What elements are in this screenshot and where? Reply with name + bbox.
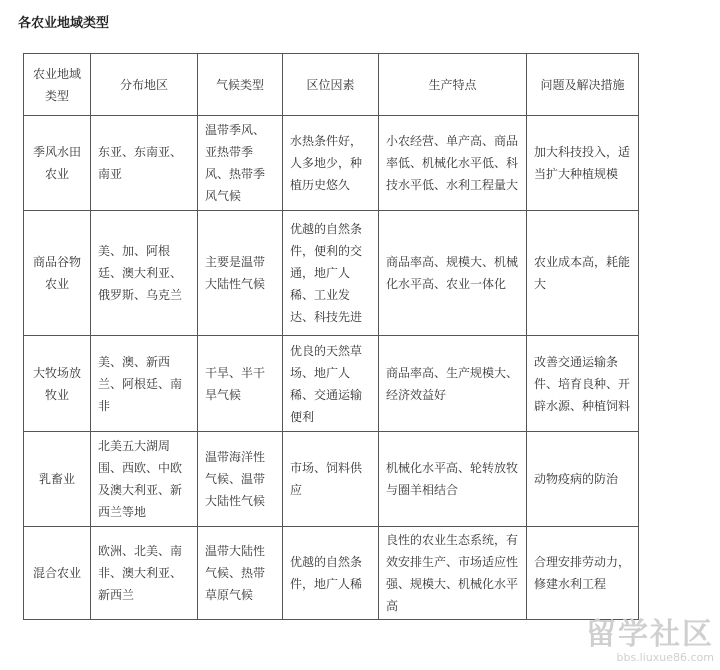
header-cell-solutions: 问题及解决措施	[527, 54, 639, 116]
cell-features: 良性的农业生态系统，有效安排生产、市场适应性强、规模大、机械化水平高	[379, 527, 527, 620]
cell-type: 商品谷物农业	[24, 211, 91, 336]
header-cell-climate: 气候类型	[198, 54, 283, 116]
table-row	[24, 527, 639, 620]
table-row	[24, 336, 639, 432]
header-cell-factors: 区位因素	[283, 54, 379, 116]
cell-region: 东亚、东南亚、南亚	[91, 116, 198, 211]
cell-climate: 温带季风、亚热带季风、热带季风气候	[198, 116, 283, 211]
cell-type: 乳畜业	[24, 432, 91, 527]
cell-features: 商品率高、生产规模大、经济效益好	[379, 336, 527, 432]
watermark	[586, 619, 714, 664]
cell-solutions: 改善交通运输条件、培育良种、开辟水源、种植饲料	[527, 336, 639, 432]
header-cell-features: 生产特点	[379, 54, 527, 116]
cell-region: 美、澳、新西兰、阿根廷、南非	[91, 336, 198, 432]
page-title: 各农业地域类型	[18, 16, 110, 31]
cell-region: 欧洲、北美、南非、澳大利亚、新西兰	[91, 527, 198, 620]
cell-solutions: 合理安排劳动力，修建水利工程	[527, 527, 639, 620]
watermark-url: bbs.liuxue86.com	[616, 651, 714, 664]
cell-features: 商品率高、规模大、机械化水平高、农业一体化	[379, 211, 527, 336]
cell-factors: 水热条件好，人多地少，种植历史悠久	[283, 116, 379, 211]
cell-climate: 温带海洋性气候、温带大陆性气候	[198, 432, 283, 527]
cell-solutions: 农业成本高，耗能大	[527, 211, 639, 336]
header-cell-type: 农业地域类型	[24, 54, 91, 116]
table-row	[24, 116, 639, 211]
header-cell-region: 分布地区	[91, 54, 198, 116]
cell-region: 北美五大湖周围、西欧、中欧及澳大利亚、新西兰等地	[91, 432, 198, 527]
cell-features: 机械化水平高、轮转放牧与圈羊相结合	[379, 432, 527, 527]
cell-features: 小农经营、单产高、商品率低、机械化水平低、科技水平低、水利工程量大	[379, 116, 527, 211]
cell-factors: 优良的天然草场、地广人稀、交通运输便利	[283, 336, 379, 432]
table-header-row	[24, 54, 639, 116]
cell-climate: 温带大陆性气候、热带草原气候	[198, 527, 283, 620]
watermark-logo: 留学社区	[586, 617, 714, 652]
cell-type: 大牧场放牧业	[24, 336, 91, 432]
cell-factors: 优越的自然条件，便利的交通，地广人稀、工业发达、科技先进	[283, 211, 379, 336]
cell-solutions: 动物疫病的防治	[527, 432, 639, 527]
cell-solutions: 加大科技投入，适当扩大种植规模	[527, 116, 639, 211]
cell-factors: 优越的自然条件，地广人稀	[283, 527, 379, 620]
table-row	[24, 432, 639, 527]
cell-type: 混合农业	[24, 527, 91, 620]
cell-type: 季风水田农业	[24, 116, 91, 211]
table-row	[24, 211, 639, 336]
cell-climate: 主要是温带大陆性气候	[198, 211, 283, 336]
cell-region: 美、加、阿根廷、澳大利亚、俄罗斯、乌克兰	[91, 211, 198, 336]
cell-factors: 市场、饲料供应	[283, 432, 379, 527]
cell-climate: 干旱、半干旱气候	[198, 336, 283, 432]
agriculture-table	[23, 53, 639, 620]
